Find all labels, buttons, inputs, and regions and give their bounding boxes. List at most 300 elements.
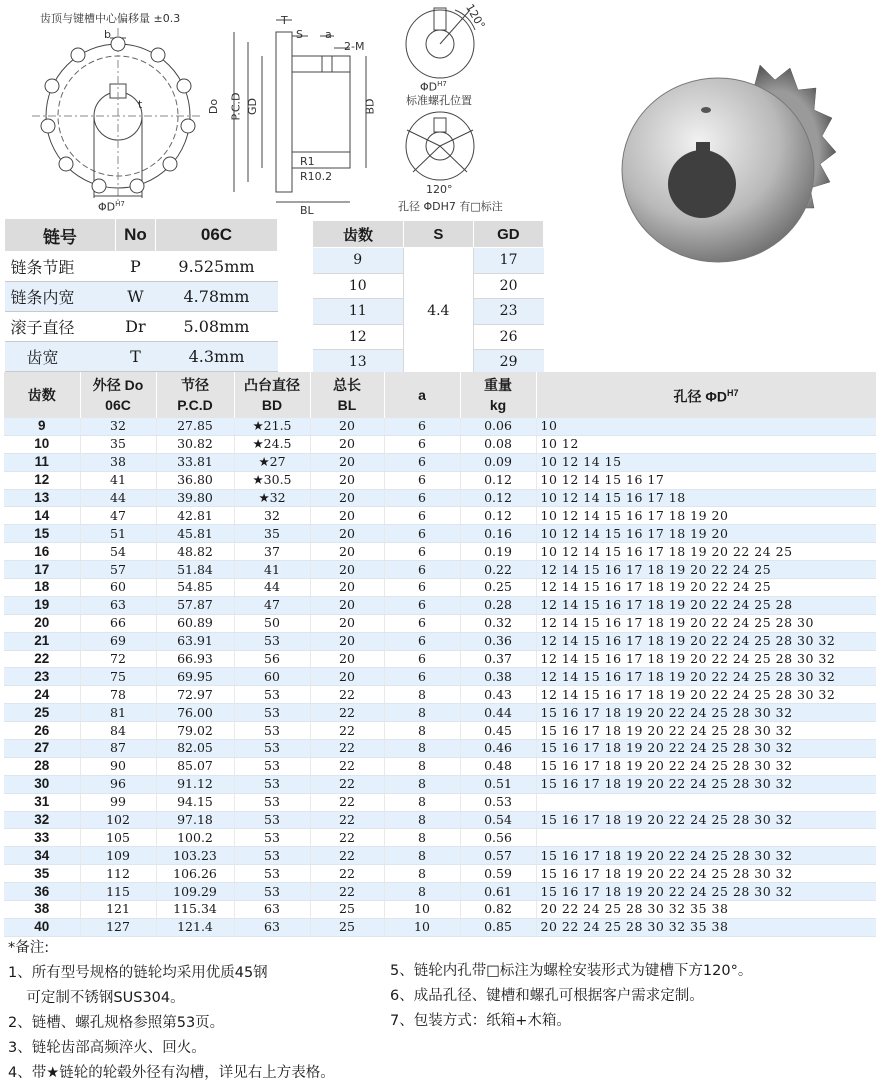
- cell-bd: 53: [234, 740, 310, 758]
- cell-a: 8: [384, 775, 460, 793]
- cell-bore: 12 14 15 16 17 18 19 20 22 24 25 28 30 32: [536, 632, 876, 650]
- dim-2m: 2-M: [344, 40, 365, 53]
- cell-a: 8: [384, 811, 460, 829]
- header-bore: [536, 372, 876, 418]
- cell-bd: 53: [234, 865, 310, 883]
- cell-z: 25: [4, 704, 80, 722]
- bore-note: 孔径 ΦDH7 有□标注: [398, 200, 503, 213]
- cell-weight: 0.61: [460, 883, 536, 901]
- cell-z: 16: [4, 543, 80, 561]
- cell-weight: 0.54: [460, 811, 536, 829]
- cell-do: 54: [80, 543, 156, 561]
- table-row: [4, 418, 876, 435]
- cell-a: 6: [384, 489, 460, 507]
- cell-bd: 32: [234, 507, 310, 525]
- header-line: 06C: [105, 397, 131, 413]
- cell-bore: 10 12 14 15 16 17 18 19 20: [536, 507, 876, 525]
- cell-bd: 53: [234, 722, 310, 740]
- cell-a: 8: [384, 722, 460, 740]
- cell-bore: 12 14 15 16 17 18 19 20 22 24 25: [536, 561, 876, 579]
- cell-pcd: 45.81: [156, 525, 234, 543]
- note-line: 7、包装方式：纸箱+木箱。: [390, 1013, 571, 1029]
- cell-bd: 53: [234, 883, 310, 901]
- dim-R10: R10.2: [300, 170, 333, 183]
- cell-a: 8: [384, 757, 460, 775]
- table-row: [4, 435, 876, 453]
- cell-bd: 35: [234, 525, 310, 543]
- cell-do: 87: [80, 740, 156, 758]
- cell-weight: 0.51: [460, 775, 536, 793]
- cell-a: 6: [384, 632, 460, 650]
- dim-phi-d: $\Phi D^{H7}$: [98, 200, 125, 214]
- cell-z: 33: [4, 829, 80, 847]
- cell-z: 34: [4, 847, 80, 865]
- table-row: [4, 668, 876, 686]
- cell-bd: 53: [234, 829, 310, 847]
- table-row: [4, 489, 876, 507]
- cell-bl: 25: [310, 901, 384, 919]
- cell-pcd: 106.26: [156, 865, 234, 883]
- cell-z: 23: [4, 668, 80, 686]
- cell-a: 10: [384, 901, 460, 919]
- cell-bore: 15 16 17 18 19 20 22 24 25 28 30 32: [536, 757, 876, 775]
- spec-header-06c: 06C: [155, 219, 277, 252]
- cell-do: 81: [80, 704, 156, 722]
- angle-label-bottom: 120°: [426, 183, 453, 196]
- table-row: [4, 632, 876, 650]
- table-row: [4, 704, 876, 722]
- spec-value: 4.78mm: [155, 282, 277, 312]
- dim-a: a: [325, 28, 332, 41]
- cell-pcd: 97.18: [156, 811, 234, 829]
- cell-bore: 10 12 14 15: [536, 453, 876, 471]
- cell-bore: 12 14 15 16 17 18 19 20 22 24 25 28 30: [536, 614, 876, 632]
- cell-bl: 20: [310, 579, 384, 597]
- cell-z: 35: [4, 865, 80, 883]
- cell-bl: 22: [310, 775, 384, 793]
- spec-symbol: W: [115, 282, 155, 312]
- cell-pcd: 121.4: [156, 918, 234, 936]
- table-row: [4, 811, 876, 829]
- cell-pcd: 85.07: [156, 757, 234, 775]
- header-line: 孔径 ΦD: [673, 388, 727, 405]
- cell-z: 19: [4, 596, 80, 614]
- cell-bd: ★30.5: [234, 471, 310, 489]
- cell-bl: 22: [310, 686, 384, 704]
- spec-label: 滚子直径: [5, 312, 116, 342]
- spec-value: 9.525mm: [155, 252, 277, 282]
- cell-do: 121: [80, 901, 156, 919]
- teeth-z: 13: [313, 350, 404, 376]
- cell-do: 75: [80, 668, 156, 686]
- cell-weight: 0.48: [460, 757, 536, 775]
- table-row: [4, 561, 876, 579]
- table-row: [4, 596, 876, 614]
- cell-bl: 22: [310, 829, 384, 847]
- header-line: 外径 Do: [92, 377, 144, 393]
- notes-left: [8, 936, 335, 1086]
- table-row: [4, 775, 876, 793]
- cell-a: 8: [384, 704, 460, 722]
- cell-weight: 0.16: [460, 525, 536, 543]
- header-line: BL: [337, 397, 357, 413]
- cell-pcd: 27.85: [156, 418, 234, 435]
- header-line: 总长: [333, 377, 361, 393]
- cell-pcd: 82.05: [156, 740, 234, 758]
- spec-symbol: T: [115, 342, 155, 372]
- cell-weight: 0.46: [460, 740, 536, 758]
- teeth-gd: 20: [473, 273, 543, 299]
- cell-bore: 10 12: [536, 435, 876, 453]
- cell-bl: 20: [310, 614, 384, 632]
- header-line: 齿数: [27, 387, 56, 403]
- cell-bore: 15 16 17 18 19 20 22 24 25 28 30 32: [536, 775, 876, 793]
- table-row: [4, 847, 876, 865]
- cell-z: 28: [4, 757, 80, 775]
- cell-bd: 50: [234, 614, 310, 632]
- cell-do: 51: [80, 525, 156, 543]
- table-row: [4, 883, 876, 901]
- cell-bl: 20: [310, 561, 384, 579]
- cell-a: 6: [384, 507, 460, 525]
- table-row: [4, 918, 876, 936]
- cell-bore: 12 14 15 16 17 18 19 20 22 24 25 28 30 32: [536, 686, 876, 704]
- cell-a: 8: [384, 865, 460, 883]
- table-row: [4, 525, 876, 543]
- cell-bore: 10 12 14 15 16 17: [536, 471, 876, 489]
- cell-weight: 0.38: [460, 668, 536, 686]
- cell-bl: 22: [310, 704, 384, 722]
- cell-z: 36: [4, 883, 80, 901]
- note-line: 4、带★链轮的轮毂外径有沟槽，详见右上方表格。: [8, 1065, 335, 1081]
- cell-weight: 0.25: [460, 579, 536, 597]
- cell-a: 6: [384, 596, 460, 614]
- cell-weight: 0.57: [460, 847, 536, 865]
- cell-a: 6: [384, 435, 460, 453]
- header-line: 重量: [484, 377, 512, 393]
- table-row: [4, 543, 876, 561]
- cell-do: 41: [80, 471, 156, 489]
- spec-header-no: No: [115, 219, 155, 252]
- cell-a: 8: [384, 847, 460, 865]
- cell-do: 127: [80, 918, 156, 936]
- cell-z: 9: [4, 418, 80, 435]
- note-line: 6、成品孔径、键槽和螺孔可根据客户需求定制。: [390, 988, 704, 1004]
- cell-bd: 53: [234, 686, 310, 704]
- header-line: 凸台直径: [244, 377, 300, 393]
- cell-bore: 10 12 14 15 16 17 18: [536, 489, 876, 507]
- cell-bl: 22: [310, 740, 384, 758]
- cell-do: 109: [80, 847, 156, 865]
- cell-pcd: 48.82: [156, 543, 234, 561]
- cell-z: 31: [4, 793, 80, 811]
- spec-value: 5.08mm: [155, 312, 277, 342]
- cell-pcd: 57.87: [156, 596, 234, 614]
- cell-do: 69: [80, 632, 156, 650]
- table-row: [4, 686, 876, 704]
- header-line: BD: [261, 397, 283, 413]
- cell-weight: 0.82: [460, 901, 536, 919]
- cell-pcd: 42.81: [156, 507, 234, 525]
- spec-header-chain: 链号: [5, 219, 116, 252]
- cell-do: 32: [80, 418, 156, 435]
- cell-weight: 0.37: [460, 650, 536, 668]
- cell-pcd: 109.29: [156, 883, 234, 901]
- cell-bl: 20: [310, 668, 384, 686]
- table-row: [4, 865, 876, 883]
- cell-weight: 0.56: [460, 829, 536, 847]
- cell-do: 115: [80, 883, 156, 901]
- spec-label: 链条节距: [5, 252, 116, 282]
- cell-z: 27: [4, 740, 80, 758]
- table-row: [4, 471, 876, 489]
- table-row: [4, 507, 876, 525]
- header-z: [4, 372, 80, 418]
- cell-bd: 53: [234, 704, 310, 722]
- cell-z: 12: [4, 471, 80, 489]
- cell-do: 60: [80, 579, 156, 597]
- cell-bd: 63: [234, 918, 310, 936]
- cell-weight: 0.85: [460, 918, 536, 936]
- spec-symbol: P: [115, 252, 155, 282]
- cell-bore: 12 14 15 16 17 18 19 20 22 24 25 28 30 32: [536, 668, 876, 686]
- cell-pcd: 94.15: [156, 793, 234, 811]
- std-screw-label: 标准螺孔位置: [406, 94, 472, 107]
- table-row: [4, 453, 876, 471]
- cell-weight: 0.12: [460, 489, 536, 507]
- cell-do: 47: [80, 507, 156, 525]
- cell-a: 8: [384, 793, 460, 811]
- cell-z: 15: [4, 525, 80, 543]
- cell-z: 26: [4, 722, 80, 740]
- table-row: [4, 722, 876, 740]
- cell-bore: 15 16 17 18 19 20 22 24 25 28 30 32: [536, 811, 876, 829]
- dim-b: b: [104, 28, 111, 41]
- header-do: [80, 372, 156, 418]
- cell-pcd: 63.91: [156, 632, 234, 650]
- cell-weight: 0.32: [460, 614, 536, 632]
- cell-z: 24: [4, 686, 80, 704]
- dim-pcd: P.C.D: [229, 92, 243, 121]
- chain-spec-table: [4, 218, 278, 372]
- cell-weight: 0.43: [460, 686, 536, 704]
- cell-pcd: 91.12: [156, 775, 234, 793]
- cell-weight: 0.19: [460, 543, 536, 561]
- cell-pcd: 76.00: [156, 704, 234, 722]
- cell-z: 40: [4, 918, 80, 936]
- cell-a: 6: [384, 579, 460, 597]
- cell-weight: 0.45: [460, 722, 536, 740]
- teeth-gd: 23: [473, 299, 543, 325]
- cell-bd: 47: [234, 596, 310, 614]
- table-row: [4, 829, 876, 847]
- cell-a: 6: [384, 471, 460, 489]
- cell-z: 21: [4, 632, 80, 650]
- cell-bl: 20: [310, 418, 384, 435]
- cell-weight: 0.44: [460, 704, 536, 722]
- cell-bd: 53: [234, 847, 310, 865]
- bore-view-bottom: [395, 108, 495, 192]
- cell-a: 8: [384, 829, 460, 847]
- sprocket-dimension-table: [4, 372, 877, 937]
- cell-pcd: 103.23: [156, 847, 234, 865]
- cell-a: 6: [384, 418, 460, 435]
- cell-z: 32: [4, 811, 80, 829]
- spec-row: [5, 282, 278, 312]
- main-table-header: [4, 372, 876, 418]
- cell-do: 90: [80, 757, 156, 775]
- cell-do: 99: [80, 793, 156, 811]
- spec-row: [5, 312, 278, 342]
- dim-S: S: [296, 28, 303, 41]
- dim-GD: GD: [246, 98, 259, 115]
- cell-do: 96: [80, 775, 156, 793]
- cell-bore: 15 16 17 18 19 20 22 24 25 28 30 32: [536, 740, 876, 758]
- notes-right: [390, 959, 752, 1034]
- header-line: a: [418, 387, 426, 403]
- cell-bl: 20: [310, 543, 384, 561]
- cell-z: 38: [4, 901, 80, 919]
- cell-pcd: 100.2: [156, 829, 234, 847]
- cell-bd: 63: [234, 901, 310, 919]
- cell-pcd: 115.34: [156, 901, 234, 919]
- table-row: [4, 793, 876, 811]
- teeth-s-gd-table: [312, 220, 544, 376]
- note-line: 可定制不锈钢SUS304。: [8, 990, 185, 1006]
- cell-do: 66: [80, 614, 156, 632]
- cell-bore: 12 14 15 16 17 18 19 20 22 24 25: [536, 579, 876, 597]
- cell-bd: ★32: [234, 489, 310, 507]
- cell-bl: 22: [310, 847, 384, 865]
- cell-bl: 20: [310, 507, 384, 525]
- cell-pcd: 39.80: [156, 489, 234, 507]
- angle-label-top: 120°: [462, 1, 488, 32]
- header-bl: [310, 372, 384, 418]
- cell-pcd: 66.93: [156, 650, 234, 668]
- cell-a: 6: [384, 453, 460, 471]
- cell-bl: 22: [310, 883, 384, 901]
- teeth-z: 11: [313, 299, 404, 325]
- teeth-z: 10: [313, 273, 404, 299]
- sprocket-photo: [610, 60, 840, 275]
- cell-z: 10: [4, 435, 80, 453]
- cell-bore: 15 16 17 18 19 20 22 24 25 28 30 32: [536, 722, 876, 740]
- cell-pcd: 30.82: [156, 435, 234, 453]
- header-line: P.C.D: [177, 397, 213, 413]
- dim-BL: BL: [300, 204, 314, 217]
- cell-bd: 53: [234, 757, 310, 775]
- cell-bd: 56: [234, 650, 310, 668]
- cell-do: 38: [80, 453, 156, 471]
- cell-a: 6: [384, 668, 460, 686]
- header-pcd: [156, 372, 234, 418]
- offset-note: 齿顶与键槽中心偏移量 ±0.3: [40, 12, 181, 25]
- cell-bore: 10: [536, 418, 876, 435]
- cell-weight: 0.06: [460, 418, 536, 435]
- cell-a: 8: [384, 883, 460, 901]
- cell-bore: 20 22 24 25 28 30 32 35 38: [536, 901, 876, 919]
- cell-weight: 0.28: [460, 596, 536, 614]
- cell-pcd: 36.80: [156, 471, 234, 489]
- header-bd: [234, 372, 310, 418]
- cell-do: 72: [80, 650, 156, 668]
- cell-bl: 20: [310, 453, 384, 471]
- cell-bl: 20: [310, 435, 384, 453]
- cell-bd: 37: [234, 543, 310, 561]
- cell-bl: 20: [310, 632, 384, 650]
- note-line: 1、所有型号规格的链轮均采用优质45钢: [8, 965, 268, 981]
- cell-pcd: 79.02: [156, 722, 234, 740]
- note-line: 2、链槽、螺孔规格参照第53页。: [8, 1015, 225, 1031]
- cell-pcd: 72.97: [156, 686, 234, 704]
- cell-do: 78: [80, 686, 156, 704]
- cell-do: 84: [80, 722, 156, 740]
- dim-Do: Do: [207, 98, 221, 115]
- cell-a: 8: [384, 686, 460, 704]
- cell-bd: 60: [234, 668, 310, 686]
- cell-z: 14: [4, 507, 80, 525]
- cell-a: 6: [384, 561, 460, 579]
- cell-pcd: 69.95: [156, 668, 234, 686]
- cell-bl: 20: [310, 650, 384, 668]
- header-a: [384, 372, 460, 418]
- cell-pcd: 51.84: [156, 561, 234, 579]
- cell-bore: [536, 829, 876, 847]
- cell-bd: 53: [234, 811, 310, 829]
- note-line: 5、链轮内孔带□标注为螺栓安装形式为键槽下方120°。: [390, 963, 753, 979]
- teeth-z: 9: [313, 248, 404, 274]
- cell-z: 20: [4, 614, 80, 632]
- dim-T: T: [281, 14, 288, 27]
- cell-do: 63: [80, 596, 156, 614]
- table-row: [4, 650, 876, 668]
- cell-do: 57: [80, 561, 156, 579]
- cell-bd: 53: [234, 793, 310, 811]
- cell-a: 6: [384, 543, 460, 561]
- cell-weight: 0.09: [460, 453, 536, 471]
- cell-bore: 10 12 14 15 16 17 18 19 20: [536, 525, 876, 543]
- teeth-header-gd: GD: [473, 221, 543, 248]
- cell-bore: [536, 793, 876, 811]
- cell-bd: 53: [234, 775, 310, 793]
- cell-weight: 0.12: [460, 471, 536, 489]
- cell-z: 22: [4, 650, 80, 668]
- spec-row: [5, 342, 278, 372]
- table-row: [4, 757, 876, 775]
- cell-bore: 15 16 17 18 19 20 22 24 25 28 30 32: [536, 704, 876, 722]
- table-row: [4, 579, 876, 597]
- cell-bore: 15 16 17 18 19 20 22 24 25 28 30 32: [536, 865, 876, 883]
- cell-a: 6: [384, 525, 460, 543]
- cell-bl: 22: [310, 865, 384, 883]
- cell-z: 17: [4, 561, 80, 579]
- header-weight: [460, 372, 536, 418]
- dim-BD: BD: [363, 98, 377, 115]
- cell-bd: 41: [234, 561, 310, 579]
- cell-bd: ★24.5: [234, 435, 310, 453]
- cell-bore: 15 16 17 18 19 20 22 24 25 28 30 32: [536, 883, 876, 901]
- cell-a: 8: [384, 740, 460, 758]
- spec-label: 链条内宽: [5, 282, 116, 312]
- sprocket-front-view: [30, 26, 205, 216]
- table-row: [4, 614, 876, 632]
- cell-weight: 0.53: [460, 793, 536, 811]
- teeth-z: 12: [313, 324, 404, 350]
- cell-do: 35: [80, 435, 156, 453]
- teeth-s-value: 4.4: [404, 248, 474, 376]
- spec-value: 4.3mm: [155, 342, 277, 372]
- cell-bl: 20: [310, 525, 384, 543]
